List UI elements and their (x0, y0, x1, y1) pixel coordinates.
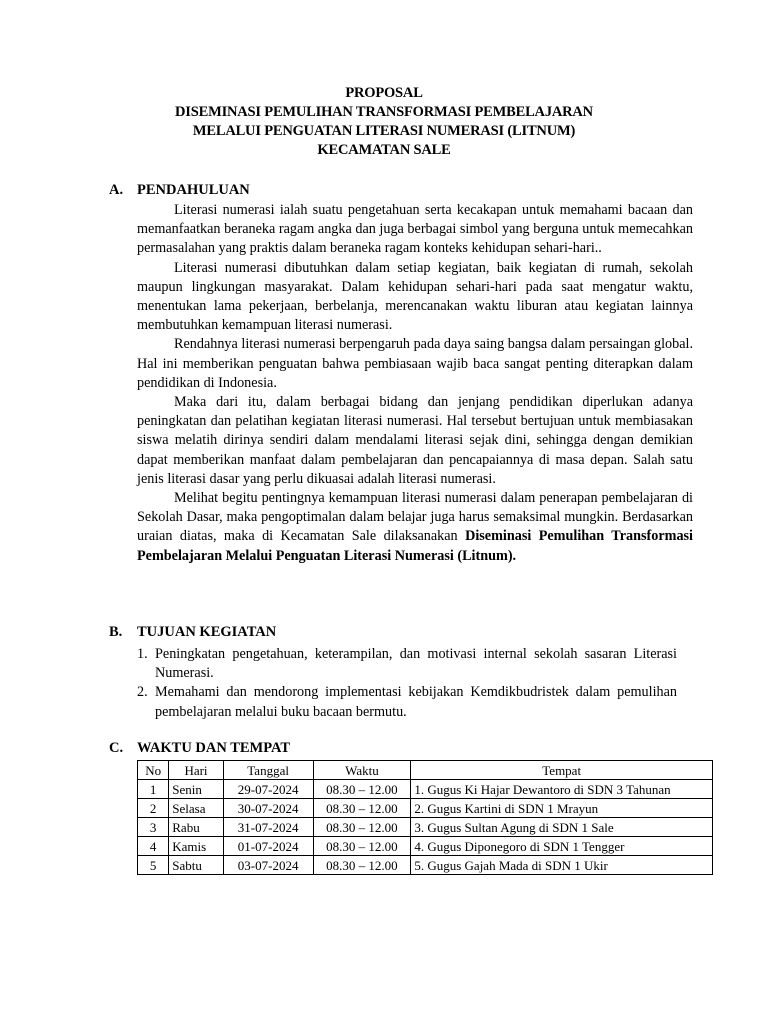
cell-hari: Rabu (169, 818, 223, 837)
section-c-letter: C. (109, 740, 124, 756)
section-b-heading (109, 624, 276, 641)
section-c-title: WAKTU DAN TEMPAT (137, 740, 291, 756)
cell-tempat: 1. Gugus Ki Hajar Dewantoro di SDN 3 Tahunan (411, 780, 713, 799)
column-header-tempat: Tempat (411, 761, 713, 780)
table-row (138, 799, 713, 818)
cell-waktu: 08.30 – 12.00 (313, 837, 411, 856)
list-item-number: 2. (137, 684, 148, 701)
cell-hari: Sabtu (169, 856, 223, 875)
cell-hari: Kamis (169, 837, 223, 856)
table-header-row (138, 761, 713, 780)
paragraph-5 (137, 489, 693, 566)
list-item (137, 683, 677, 721)
paragraph-5-bold: Diseminasi Pemulihan Transformasi Pembelajaran Melalui Penguatan Literasi Numerasi (Litnum). (137, 528, 694, 564)
table-row (138, 856, 713, 875)
section-b-title: TUJUAN KEGIATAN (137, 624, 277, 640)
list-item (137, 645, 677, 683)
title-line-4: KECAMATAN SALE (317, 142, 451, 158)
cell-tempat: 5. Gugus Gajah Mada di SDN 1 Ukir (411, 856, 713, 875)
cell-no: 3 (138, 818, 169, 837)
section-a-heading (109, 182, 250, 199)
cell-tanggal: 31-07-2024 (223, 818, 313, 837)
cell-tanggal: 29-07-2024 (223, 780, 313, 799)
title-proposal: PROPOSAL (345, 85, 423, 101)
cell-waktu: 08.30 – 12.00 (313, 780, 411, 799)
cell-waktu: 08.30 – 12.00 (313, 856, 411, 875)
column-header-waktu: Waktu (313, 761, 411, 780)
list-item-text: Memahami dan mendorong implementasi kebijakan Kemdikbudristek dalam pemulihan pembelajaran melalui buku bacaan bermutu. (155, 684, 677, 720)
paragraph-2: Literasi numerasi dibutuhkan dalam setiap kegiatan, baik kegiatan di rumah, sekolah maupun lingkungan masyarakat. Dalam kehidupan sehari-hari pada saat mengatur waktu, menentukan lama pekerjaan, berbelanja, merencanakan waktu liburan atau kegiatan lainnya membutuhkan kemampuan literasi numerasi. (137, 259, 693, 334)
section-a-letter: A. (109, 182, 124, 198)
paragraph-5-text: Melihat begitu pentingnya kemampuan literasi numerasi dalam penerapan pembelajaran di Sekolah Dasar, maka pengoptimalan dalam belajar juga harus semaksimal mungkin. Berdasarkan uraian diatas, maka di Kecamatan Sale dilaksanakan (137, 490, 693, 545)
cell-no: 5 (138, 856, 169, 875)
cell-tanggal: 01-07-2024 (223, 837, 313, 856)
paragraph-4: Maka dari itu, dalam berbagai bidang dan jenjang pendidikan diperlukan adanya peningkatan dan pelatihan kegiatan literasi numerasi. Hal tersebut bertujuan untuk membiasakan siswa melatih dirinya sendiri dalam mendalami literasi sejak dini, sehingga dengan demikian dapat memberikan manfaat dalam pembelajaran dan pencapaiannya di masa depan. Salah satu jenis literasi dasar yang perlu dikuasai adalah literasi numerasi. (137, 394, 693, 487)
cell-hari: Selasa (169, 799, 223, 818)
cell-tempat: 2. Gugus Kartini di SDN 1 Mrayun (411, 799, 713, 818)
section-a-title: PENDAHULUAN (137, 182, 250, 198)
table-row (138, 837, 713, 856)
cell-waktu: 08.30 – 12.00 (313, 818, 411, 837)
table-row (138, 780, 713, 799)
cell-tempat: 4. Gugus Diponegoro di SDN 1 Tengger (411, 837, 713, 856)
paragraph-1: Literasi numerasi ialah suatu pengetahuan serta kecakapan untuk memahami bacaan dan memanfaatkan beraneka ragam angka dan juga berbagai simbol yang berguna untuk memecahkan permasalahan yang praktis dalam beraneka ragam konteks kehidupan sehari-hari.. (137, 202, 693, 257)
section-a-body (137, 201, 693, 566)
cell-no: 4 (138, 837, 169, 856)
cell-no: 1 (138, 780, 169, 799)
section-c-heading (109, 740, 290, 757)
title-line-2: DISEMINASI PEMULIHAN TRANSFORMASI PEMBELAJARAN (175, 104, 593, 120)
column-header-no: No (138, 761, 169, 780)
column-header-tanggal: Tanggal (223, 761, 313, 780)
paragraph-3: Rendahnya literasi numerasi berpengaruh pada daya saing bangsa dalam persaingan global. Hal ini memberikan penguatan bahwa pembiasaan wajib baca sangat penting diterapkan dalam pendidikan di Indonesia. (137, 336, 693, 391)
cell-tempat: 3. Gugus Sultan Agung di SDN 1 Sale (411, 818, 713, 837)
cell-waktu: 08.30 – 12.00 (313, 799, 411, 818)
title-block (0, 84, 768, 160)
goal-list (137, 645, 677, 722)
title-line-3: MELALUI PENGUATAN LITERASI NUMERASI (LITNUM) (192, 123, 576, 139)
cell-hari: Senin (169, 780, 223, 799)
schedule-table (137, 760, 713, 875)
cell-tanggal: 30-07-2024 (223, 799, 313, 818)
column-header-hari: Hari (169, 761, 223, 780)
list-item-number: 1. (137, 646, 148, 662)
list-item-text: Peningkatan pengetahuan, keterampilan, dan motivasi internal sekolah sasaran Literasi Numerasi. (155, 646, 677, 682)
table-row (138, 818, 713, 837)
cell-tanggal: 03-07-2024 (223, 856, 313, 875)
section-b-letter: B. (109, 624, 123, 640)
cell-no: 2 (138, 799, 169, 818)
